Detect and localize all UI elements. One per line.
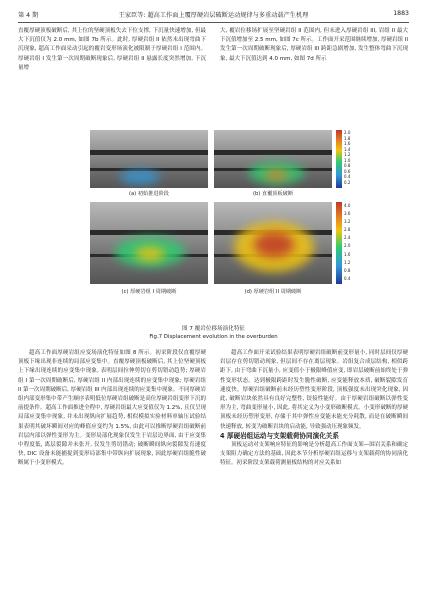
column-left-bottom <box>18 349 206 469</box>
panel-c-label: (c) 厚硬岩组 I 周期破断 <box>121 289 177 295</box>
paragraph: 大, 覆岩位移场扩展至坚硬岩组 II 范围内, 但未进入厚硬岩组 III, 岩组 II 最大下沉值增加至 2.5 mm, 如图 7c 所示。工作面开采范围继续增加, 厚硬岩组 II 发生第一次周期破断现象后, 厚硬岩组 III 跨距急剧增加, 发生整体弯曲下沉现象, 最大下沉值达到 4.0 mm, 如图 7d 所示 <box>220 28 408 62</box>
column-left-top <box>18 27 206 73</box>
panel-a-image <box>90 130 208 188</box>
column-right-top <box>220 27 408 64</box>
colorbar-top-ticks: 2.0 1.8 1.6 1.4 1.2 1.0 0.8 0.6 0.4 0.2 <box>344 130 351 185</box>
page-header <box>18 10 409 22</box>
panel-b-image <box>214 130 332 188</box>
colorbar-bottom <box>336 202 342 284</box>
header-rule <box>18 22 409 23</box>
panel-d-label: (d) 厚硬岩组 II 周期破断 <box>244 289 302 295</box>
colorbar-top <box>336 130 342 188</box>
paragraph: 顶板运动对支架响应特征的影响是分析超高工作面支架—围岩关系和确定支架阻力确定方法的基础, 因此本节分析厚硬岩组运移与支架载荷的协同演化特征。初采阶段支架载荷测量板结构的对应关系如 <box>220 442 408 467</box>
panel-d-image <box>214 202 332 284</box>
figure-caption-en: Fig.7 Displacement evolution in the overburden <box>149 334 278 340</box>
page-number: 1883 <box>393 10 409 17</box>
panel-b-label: (b) 直覆顶板破断 <box>252 191 294 197</box>
colorbar-bottom-ticks: 4.0 3.6 3.2 2.8 2.4 2.0 1.6 1.2 0.8 0.4 <box>344 203 351 281</box>
panel-c-image <box>90 202 208 284</box>
column-right-bottom <box>220 349 408 469</box>
paragraph: 直覆厚硬顶板破断后, 其上位的坚硬顶板失去下位支撑, 下沉量快速增加, 但最大下沉值仅为 2.0 mm, 如图 7b 所示。此时, 厚硬岩组 II 依然未出现弯曲下沉现象, 超高工作面采动引起的覆岩变形场演化被限制于厚硬岩组 I 范围内。厚硬岩组 I 发生第一次周期破断现象后, 厚硬岩组 II 悬露长度突然增加, 下沉量增 <box>18 28 206 71</box>
paragraph: 超高工作面开采试验结果表明厚硬岩组破断前变形量小, 同时层间仅厚硬岩层存在剪切错动现象, 但层间不存在离层现象。岩组复合成层结构, 相似跨距下, 由于弯曲下沉量小, 应变值小于极限峰值应变, 即岩层破断前始终处于弹性变形状态。达到极限跨距时发生脆性破断, 应变能释放本质, 破断裂隙发育速度快。厚硬岩组破断前未经历塑性变形阶段, 顶板强度未出现突化现象, 因此, 破断岩块依然具有良好完整性, 铰接性能好。由于厚硬岩组破断以弹性变形为主, 弯曲变形量小, 因此, 将其定义为小变形破断模式。小变形破断的厚硬顶板未经历塑形变形, 存储于其中弹性应变能未能充分耗散, 而是在破断瞬间快速释放, 转变为破断岩块的启动能, 导致强动压现象频发。 <box>220 350 408 430</box>
issue-number: 第 4 期 <box>18 12 39 19</box>
panel-a-label: (a) 初始推进阶段 <box>128 191 169 197</box>
section-heading: 4 厚硬岩组运动与支架载荷协同演化关系 <box>220 431 339 440</box>
paragraph: 超高工作面厚硬岩组应变场演化特征如图 8 所示。初采阶段仅直覆厚硬顶板下缘出现非连续的局部应变集中。直覆厚硬顶板破断后, 其上位坚硬顶板上下缘出现连续的应变集中现象, 表明层间拉伸剪切在剪切错动趋势; 厚硬岩组 I 第一次周期破断后, 厚硬岩组 II 内部出现连续的应变集中现象; 厚硬岩组 II 第一次周期破断后, 厚硬岩组 III 内部出现连续的应变集中现象。不同厚硬岩组内部变形集中带产生顺序表明低位厚硬岩组破断是高位厚硬岩组变形下沉的前提条件。超高工作面推进全程中, 厚硬岩组最大应变值仅为 1.2%, 且仅呈现局部应变集中现象, 并未出现纵向扩展趋势, 相似模拟实验材料单轴压试验结果表明其破坏瞬间对应的峰值应变约为 1.5%, 由此可以推断厚硬岩组破断前岩层内部以弹性变形为主。变形局部化现象仅发生于岩层边界面, 由于应变集中程度低, 离层裂隙并未张开, 仅发生剪切错动; 破断瞬间纵向裂隙发育速度快, DIC 设备未能捕捉到变形局部集中带纵向扩展现象, 因此厚硬岩组脆性破断属于小变形模式。 <box>18 350 206 467</box>
figure-7 <box>90 130 350 320</box>
running-title: 王家臣等: 超高工作面上覆厚硬岩层破断运动规律与多重动载产生机理 <box>118 12 309 19</box>
figure-caption-cn: 图 7 覆岩位移场演化特征 <box>181 326 246 332</box>
